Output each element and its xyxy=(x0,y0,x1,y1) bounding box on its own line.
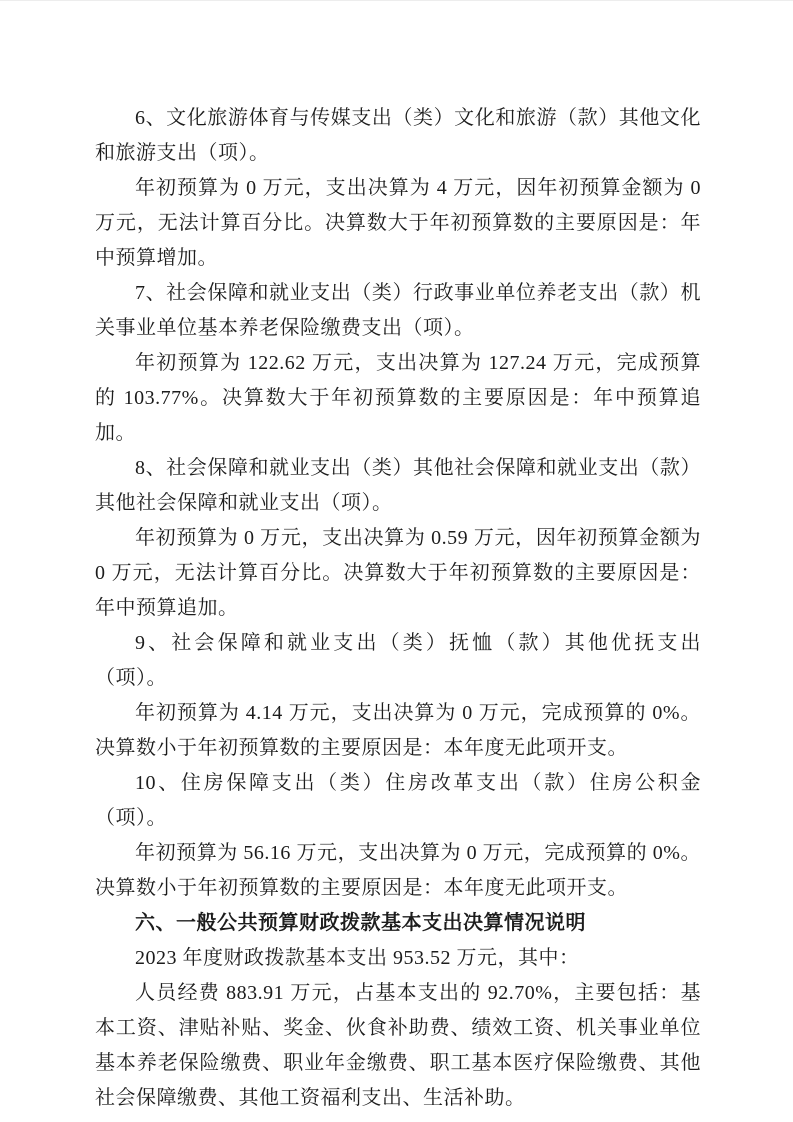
section-9-budget-detail: 年初预算为 4.14 万元，支出决算为 0 万元，完成预算的 0%。决算数小于年初预算数的主要原因是：本年度无此项开支。 xyxy=(95,702,701,759)
basic-expenditure-total: 2023 年度财政拨款基本支出 953.52 万元，其中： xyxy=(135,947,580,969)
chapter-6-heading: 六、一般公共预算财政拨款基本支出决算情况说明 xyxy=(135,912,586,934)
section-9-title: 9、社会保障和就业支出（类）抚恤（款）其他优抚支出（项）。 xyxy=(95,632,701,689)
section-6-budget-detail: 年初预算为 0 万元，支出决算为 4 万元，因年初预算金额为 0 万元，无法计算百分比。决算数大于年初预算数的主要原因是：年中预算增加。 xyxy=(95,177,701,269)
section-7-title: 7、社会保障和就业支出（类）行政事业单位养老支出（款）机关事业单位基本养老保险缴费支出（项）。 xyxy=(95,282,701,339)
section-10-budget-detail: 年初预算为 56.16 万元，支出决算为 0 万元，完成预算的 0%。决算数小于年初预算数的主要原因是：本年度无此项开支。 xyxy=(95,842,701,899)
section-10-title: 10、住房保障支出（类）住房改革支出（款）住房公积金（项）。 xyxy=(95,772,701,829)
section-7-budget-detail: 年初预算为 122.62 万元，支出决算为 127.24 万元，完成预算的 103.77%。决算数大于年初预算数的主要原因是：年中预算追加。 xyxy=(95,352,701,444)
section-8-budget-detail: 年初预算为 0 万元，支出决算为 0.59 万元，因年初预算金额为 0 万元，无法计算百分比。决算数大于年初预算数的主要原因是：年中预算追加。 xyxy=(95,527,701,619)
section-6-title: 6、文化旅游体育与传媒支出（类）文化和旅游（款）其他文化和旅游支出（项）。 xyxy=(95,107,701,164)
section-8-title: 8、社会保障和就业支出（类）其他社会保障和就业支出（款）其他社会保障和就业支出（项）。 xyxy=(95,457,701,514)
personnel-expense-detail: 人员经费 883.91 万元，占基本支出的 92.70%，主要包括：基本工资、津贴补贴、奖金、伙食补助费、绩效工资、机关事业单位基本养老保险缴费、职业年金缴费、职工基本医疗保险缴费、其他社会保障缴费、其他工资福利支出、生活补助。 xyxy=(95,982,701,1109)
